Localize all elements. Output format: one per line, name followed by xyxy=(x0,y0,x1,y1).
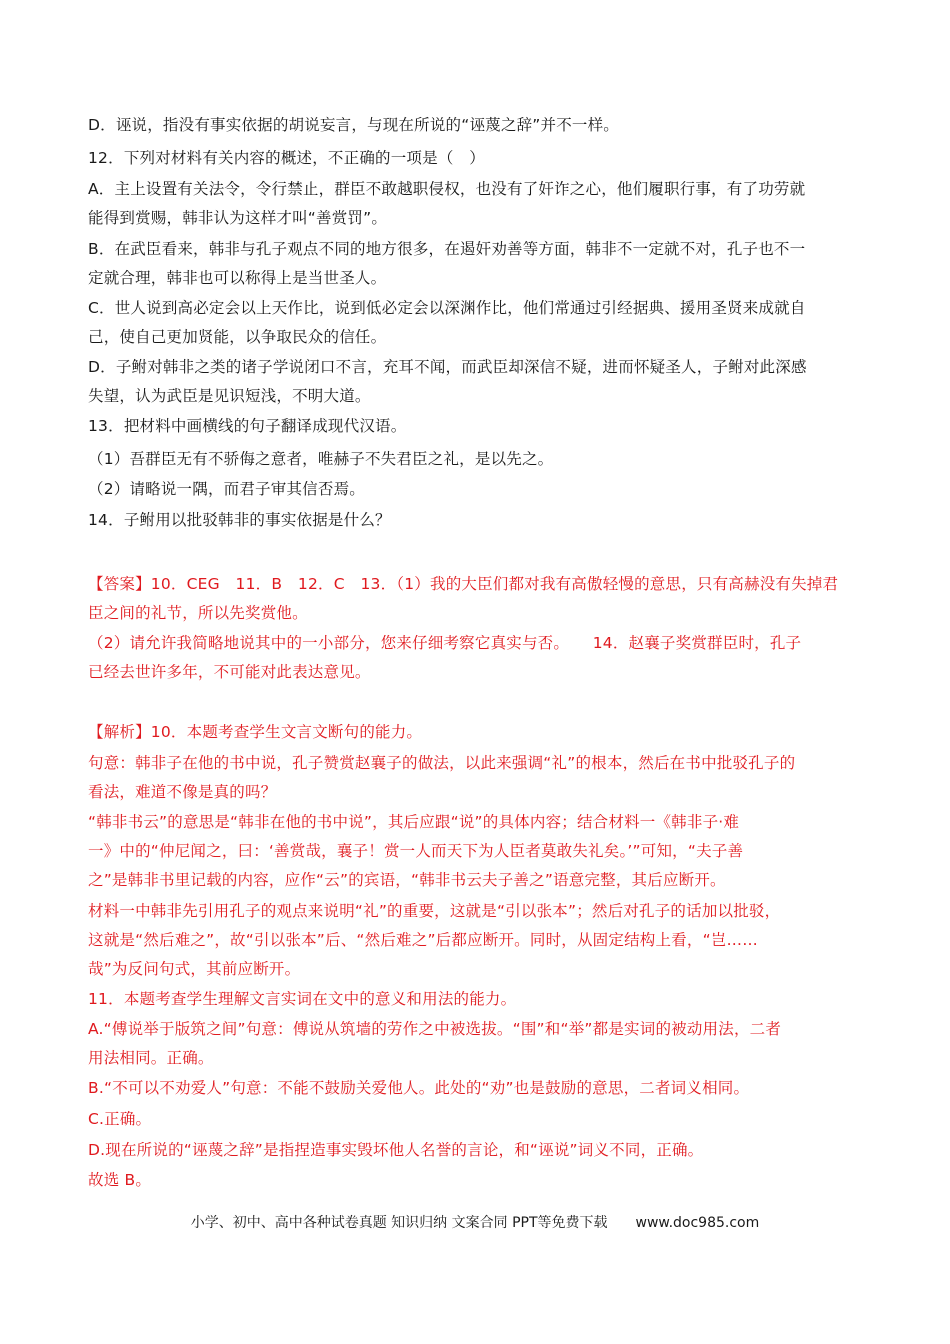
q13-sentence-1: （1）吾群臣无有不骄侮之意者，唯赫子不失君臣之礼，是以先之。 xyxy=(88,450,554,468)
analysis-line-7: 材料一中韩非先引用孔子的观点来说明“礼”的重要，这就是“引以张本”；然后对孔子的话加以批驳， xyxy=(88,902,781,920)
analysis-line-4: “韩非书云”的意思是“韩非在他的书中说”，其后应跟“说”的具体内容；结合材料一《韩非子·难 xyxy=(88,813,740,831)
q12-option-d-line1: D．子鲋对韩非之类的诸子学说闭口不言，充耳不闻，而武臣却深信不疑，进而怀疑圣人，子鲋对此深感 xyxy=(88,358,807,376)
q13-stem: 13．把材料中画横线的句子翻译成现代汉语。 xyxy=(88,417,407,435)
analysis-line-8: 这就是“然后难之”，故“引以张本”后、“然后难之”后都应断开。同时，从固定结构上看，“岂…… xyxy=(88,931,758,949)
analysis-line-2: 句意：韩非子在他的书中说，孔子赞赏赵襄子的做法，以此来强调“礼”的根本，然后在书中批驳孔子的 xyxy=(88,754,796,772)
q12-option-b-line1: B．在武臣看来，韩非与孔子观点不同的地方很多，在遏奸劝善等方面，韩非不一定就不对，孔子也不一 xyxy=(88,240,806,258)
answer-line-1: 【答案】10．CEG 11．B 12．C 13．（1）我的大臣们都对我有高傲轻慢的意思，只有高赫没有失掉君 xyxy=(88,575,839,593)
q12-option-a-line2: 能得到赏赐，韩非认为这样才叫“善赏罚”。 xyxy=(88,209,388,227)
analysis-line-11: A.“傅说举于版筑之间”句意：傅说从筑墙的劳作之中被选拔。“围”和“举”都是实词的被动用法，二者 xyxy=(88,1020,782,1038)
q12-stem: 12．下列对材料有关内容的概述，不正确的一项是（ ） xyxy=(88,149,485,167)
analysis-line-14: C.正确。 xyxy=(88,1110,152,1128)
q12-option-c-line1: C．世人说到高必定会以上天作比，说到低必定会以深渊作比，他们常通过引经据典、援用圣贤来成就自 xyxy=(88,299,806,317)
q13-sentence-2: （2）请略说一隅，而君子审其信否焉。 xyxy=(88,480,365,498)
q12-option-a-line1: A．主上设置有关法令，令行禁止，群臣不敢越职侵权，也没有了奸诈之心，他们履职行事，有了功劳就 xyxy=(88,180,806,198)
analysis-line-9: 哉”为反问句式，其前应断开。 xyxy=(88,960,301,978)
analysis-line-15: D.现在所说的“诬蔑之辞”是指捏造事实毁坏他人名誉的言论，和“诬说”词义不同，正确。 xyxy=(88,1141,704,1159)
footer-url[interactable]: www.doc985.com xyxy=(635,1215,760,1231)
analysis-line-3: 看法，难道不像是真的吗？ xyxy=(88,783,277,801)
analysis-line-16: 故选 B。 xyxy=(88,1171,152,1189)
analysis-line-10: 11．本题考查学生理解文言实词在文中的意义和用法的能力。 xyxy=(88,990,517,1008)
answer-line-2: 臣之间的礼节，所以先奖赏他。 xyxy=(88,604,308,622)
analysis-line-12: 用法相同。正确。 xyxy=(88,1049,214,1067)
footer-text: 小学、初中、高中各种试卷真题 知识归纳 文案合同 PPT等免费下载 xyxy=(190,1215,608,1231)
answer-line-4: 已经去世许多年，不可能对此表达意见。 xyxy=(88,663,371,681)
analysis-line-1: 【解析】10．本题考查学生文言文断句的能力。 xyxy=(88,723,423,741)
q11-option-d: D．诬说，指没有事实依据的胡说妄言，与现在所说的“诬蔑之辞”并不一样。 xyxy=(88,116,619,134)
q12-option-b-line2: 定就合理，韩非也可以称得上是当世圣人。 xyxy=(88,269,387,287)
answer-line-3: （2）请允许我简略地说其中的一小部分，您来仔细考察它真实与否。 14．赵襄子奖赏群臣时，孔子 xyxy=(88,634,802,652)
q14-stem: 14．子鲋用以批驳韩非的事实依据是什么？ xyxy=(88,511,391,529)
q12-option-d-line2: 失望，认为武臣是见识短浅，不明大道。 xyxy=(88,387,371,405)
analysis-line-5: 一》中的“仲尼闻之，曰：‘善赏哉，襄子！赏一人而天下为人臣者莫敢失礼矣。’”可知，“夫子善 xyxy=(88,842,744,860)
page-footer xyxy=(0,1212,950,1232)
analysis-line-13: B.“不可以不劝爱人”句意：不能不鼓励关爱他人。此处的“劝”也是鼓励的意思，二者词义相同。 xyxy=(88,1079,750,1097)
analysis-line-6: 之”是韩非书里记载的内容，应作“云”的宾语，“韩非书云夫子善之”语意完整，其后应断开。 xyxy=(88,871,726,889)
q12-option-c-line2: 己，使自己更加贤能，以争取民众的信任。 xyxy=(88,328,387,346)
